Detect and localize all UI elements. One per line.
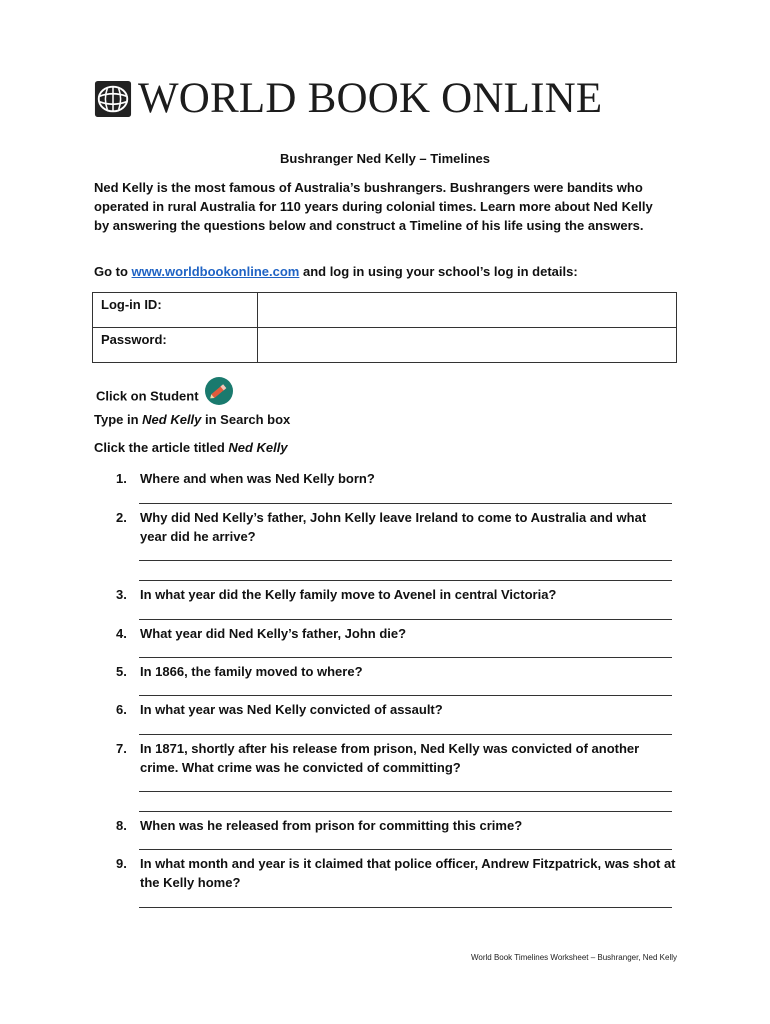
question-number: 9. [116, 856, 127, 871]
answer-line[interactable] [139, 695, 672, 696]
type-suffix: in Search box [201, 412, 291, 427]
answer-line[interactable] [139, 849, 672, 850]
step-click-student [96, 382, 234, 412]
question-number: 5. [116, 664, 127, 679]
article-term: Ned Kelly [228, 440, 288, 455]
question-number: 4. [116, 626, 127, 641]
answer-line[interactable] [139, 734, 672, 735]
step-click-article [94, 440, 288, 455]
question-3 [116, 585, 676, 604]
question-5 [116, 662, 676, 681]
question-6 [116, 700, 676, 719]
question-text: What year did Ned Kelly’s father, John die? [140, 626, 407, 641]
question-text: In what year did the Kelly family move to Avenel in central Victoria? [140, 587, 557, 602]
intro-paragraph: Ned Kelly is the most famous of Australia’s bushrangers. Bushrangers were bandits who operated in rural Australia for 110 years during colonial times. Learn more about Ned Kelly by answering the questions below and construct a Timeline of his life using the answers. [94, 180, 653, 233]
question-8 [116, 816, 676, 835]
globe-book-icon [94, 80, 132, 118]
type-term: Ned Kelly [142, 412, 202, 427]
question-number: 3. [116, 587, 127, 602]
answer-line[interactable] [139, 907, 672, 908]
answer-line[interactable] [139, 657, 672, 658]
question-number: 8. [116, 818, 127, 833]
question-1 [116, 469, 676, 488]
question-2 [116, 508, 676, 546]
login-table [92, 292, 677, 363]
article-prefix: Click the article titled [94, 440, 229, 455]
worksheet-title: Bushranger Ned Kelly – Timelines [280, 151, 490, 166]
logo-wordmark: WORLD BOOK ONLINE [138, 75, 603, 122]
question-text: In 1871, shortly after his release from prison, Ned Kelly was convicted of another crime. What crime was he convicted of committing? [140, 741, 640, 775]
type-prefix: Type in [94, 412, 143, 427]
question-7 [116, 739, 676, 777]
question-text: In what year was Ned Kelly convicted of assault? [140, 702, 443, 717]
question-text: Why did Ned Kelly’s father, John Kelly leave Ireland to come to Australia and what year did he arrive? [140, 510, 647, 544]
answer-line[interactable] [139, 791, 672, 792]
password-field[interactable] [258, 328, 677, 363]
answer-line[interactable] [139, 560, 672, 561]
click-student-text: Click on Student [96, 388, 199, 404]
password-label: Password: [93, 328, 258, 363]
answer-line[interactable] [139, 811, 672, 812]
answer-line[interactable] [139, 619, 672, 620]
password-row [93, 328, 677, 363]
login-id-row [93, 293, 677, 328]
question-number: 1. [116, 471, 127, 486]
goto-instruction [94, 264, 578, 279]
question-number: 6. [116, 702, 127, 717]
question-text: In 1866, the family moved to where? [140, 664, 363, 679]
answer-line[interactable] [139, 580, 672, 581]
login-id-label: Log-in ID: [93, 293, 258, 328]
worldbook-link[interactable]: www.worldbookonline.com [131, 264, 300, 279]
question-number: 7. [116, 741, 127, 756]
login-id-field[interactable] [258, 293, 677, 328]
page-footer: World Book Timelines Worksheet – Bushranger, Ned Kelly [470, 953, 677, 962]
brand-logo [94, 75, 603, 122]
goto-prefix: Go to [94, 264, 132, 279]
question-text: When was he released from prison for committing this crime? [140, 818, 523, 833]
goto-suffix: and log in using your school’s log in details: [299, 264, 578, 279]
question-9 [116, 854, 676, 892]
step-type-search [94, 412, 290, 427]
pencil-icon[interactable] [204, 376, 234, 406]
question-text: Where and when was Ned Kelly born? [140, 471, 375, 486]
question-4 [116, 624, 676, 643]
question-number: 2. [116, 510, 127, 525]
question-text: In what month and year is it claimed that police officer, Andrew Fitzpatrick, was shot at the Kelly home? [140, 856, 676, 890]
answer-line[interactable] [139, 503, 672, 504]
